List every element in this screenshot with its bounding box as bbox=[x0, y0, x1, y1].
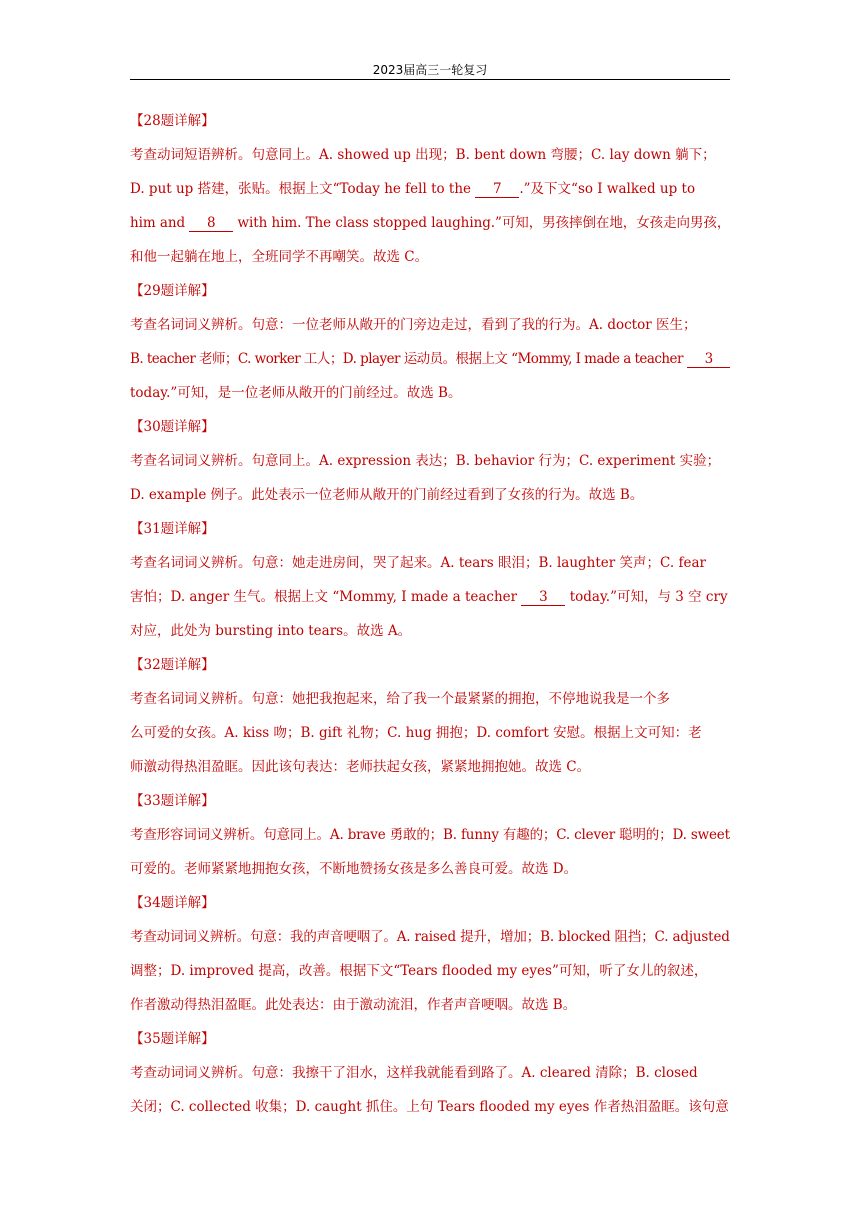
section-heading: 【33题详解】 bbox=[130, 793, 215, 809]
paragraph-line: 作者激动得热泪盈眶。此处表达：由于激动流泪，作者声音哽咽。故选 B。 bbox=[130, 997, 577, 1013]
paragraph-line: 调整；D. improved 提高，改善。根据下文“Tears flooded my eyes”可知，听了女儿的叙述， bbox=[130, 963, 708, 979]
paragraph-line: 么可爱的女孩。A. kiss 吻；B. gift 礼物；C. hug 拥抱；D. comfort 安慰。根据上文可知：老 bbox=[130, 725, 702, 741]
line-text: .”及下文“so I walked up to bbox=[519, 181, 696, 197]
line-text: B. teacher 老师；C. worker 工人；D. player 运动员。根据上文 “Mommy, I made a teacher bbox=[130, 351, 687, 367]
paragraph-line: 考查名词词义辨析。句意同上。A. expression 表达；B. behavior 行为；C. experiment 实验； bbox=[130, 453, 721, 469]
paragraph-line: 考查形容词词义辨析。句意同上。A. brave 勇敢的；B. funny 有趣的；C. clever 聪明的；D. sweet bbox=[130, 827, 730, 843]
line-text: with him. The class stopped laughing.”可知，男孩摔倒在地，女孩走向男孩， bbox=[233, 215, 730, 231]
line-text: today.”可知，与 3 空 cry bbox=[565, 589, 728, 605]
paragraph-line: D. example 例子。此处表示一位老师从敞开的门前经过看到了女孩的行为。故选 B。 bbox=[130, 487, 644, 503]
section-heading: 【28题详解】 bbox=[130, 113, 215, 129]
paragraph-line: 考查动词词义辨析。句意：我的声音哽咽了。A. raised 提升，增加；B. blocked 阻挡；C. adjusted bbox=[130, 929, 730, 945]
paragraph-line: 考查名词词义辨析。句意：她把我抱起来，给了我一个最紧紧的拥抱，不停地说我是一个多 bbox=[130, 691, 670, 707]
document-body bbox=[130, 104, 730, 1124]
header-rule bbox=[130, 79, 730, 80]
paragraph-line bbox=[130, 206, 730, 240]
blank-number: 3 bbox=[687, 351, 730, 368]
paragraph-line bbox=[130, 342, 730, 376]
paragraph-line bbox=[130, 172, 730, 206]
line-text: D. put up 搭建，张贴。根据上文“Today he fell to the bbox=[130, 181, 476, 197]
blank-number: 8 bbox=[189, 215, 233, 232]
paragraph-line: 考查动词词义辨析。句意：我擦干了泪水，这样我就能看到路了。A. cleared 清除；B. closed bbox=[130, 1065, 698, 1081]
blank-number: 7 bbox=[475, 181, 519, 198]
line-text: 害怕；D. anger 生气。根据上文 “Mommy, I made a teacher bbox=[130, 589, 522, 605]
line-text: him and bbox=[130, 215, 190, 231]
blank-number: 3 bbox=[521, 589, 565, 606]
section-heading: 【30题详解】 bbox=[130, 419, 215, 435]
paragraph-line: 关闭；C. collected 收集；D. caught 抓住。上句 Tears flooded my eyes 作者热泪盈眶。该句意 bbox=[130, 1099, 729, 1115]
section-heading: 【29题详解】 bbox=[130, 283, 215, 299]
paragraph-line: 和他一起躺在地上，全班同学不再嘲笑。故选 C。 bbox=[130, 249, 429, 265]
paragraph-line: 对应，此处为 bursting into tears。故选 A。 bbox=[130, 623, 412, 639]
paragraph-line bbox=[130, 580, 730, 614]
section-heading: 【34题详解】 bbox=[130, 895, 215, 911]
paragraph-line: 考查动词短语辨析。句意同上。A. showed up 出现；B. bent down 弯腰；C. lay down 躺下； bbox=[130, 147, 716, 163]
paragraph-line: 考查名词词义辨析。句意：她走进房间，哭了起来。A. tears 眼泪；B. laughter 笑声；C. fear bbox=[130, 555, 706, 571]
paragraph-line: today.”可知，是一位老师从敞开的门前经过。故选 B。 bbox=[130, 385, 462, 401]
section-heading: 【32题详解】 bbox=[130, 657, 215, 673]
page-header: 2023届高三一轮复习 bbox=[372, 63, 488, 77]
paragraph-line: 师激动得热泪盈眶。因此该句表达：老师扶起女孩，紧紧地拥抱她。故选 C。 bbox=[130, 759, 591, 775]
paragraph-line: 可爱的。老师紧紧地拥抱女孩，不断地赞扬女孩是多么善良可爱。故选 D。 bbox=[130, 861, 578, 877]
paragraph-line: 考查名词词义辨析。句意：一位老师从敞开的门旁边走过，看到了我的行为。A. doctor 医生； bbox=[130, 317, 697, 333]
section-heading: 【31题详解】 bbox=[130, 521, 215, 537]
section-heading: 【35题详解】 bbox=[130, 1031, 215, 1047]
